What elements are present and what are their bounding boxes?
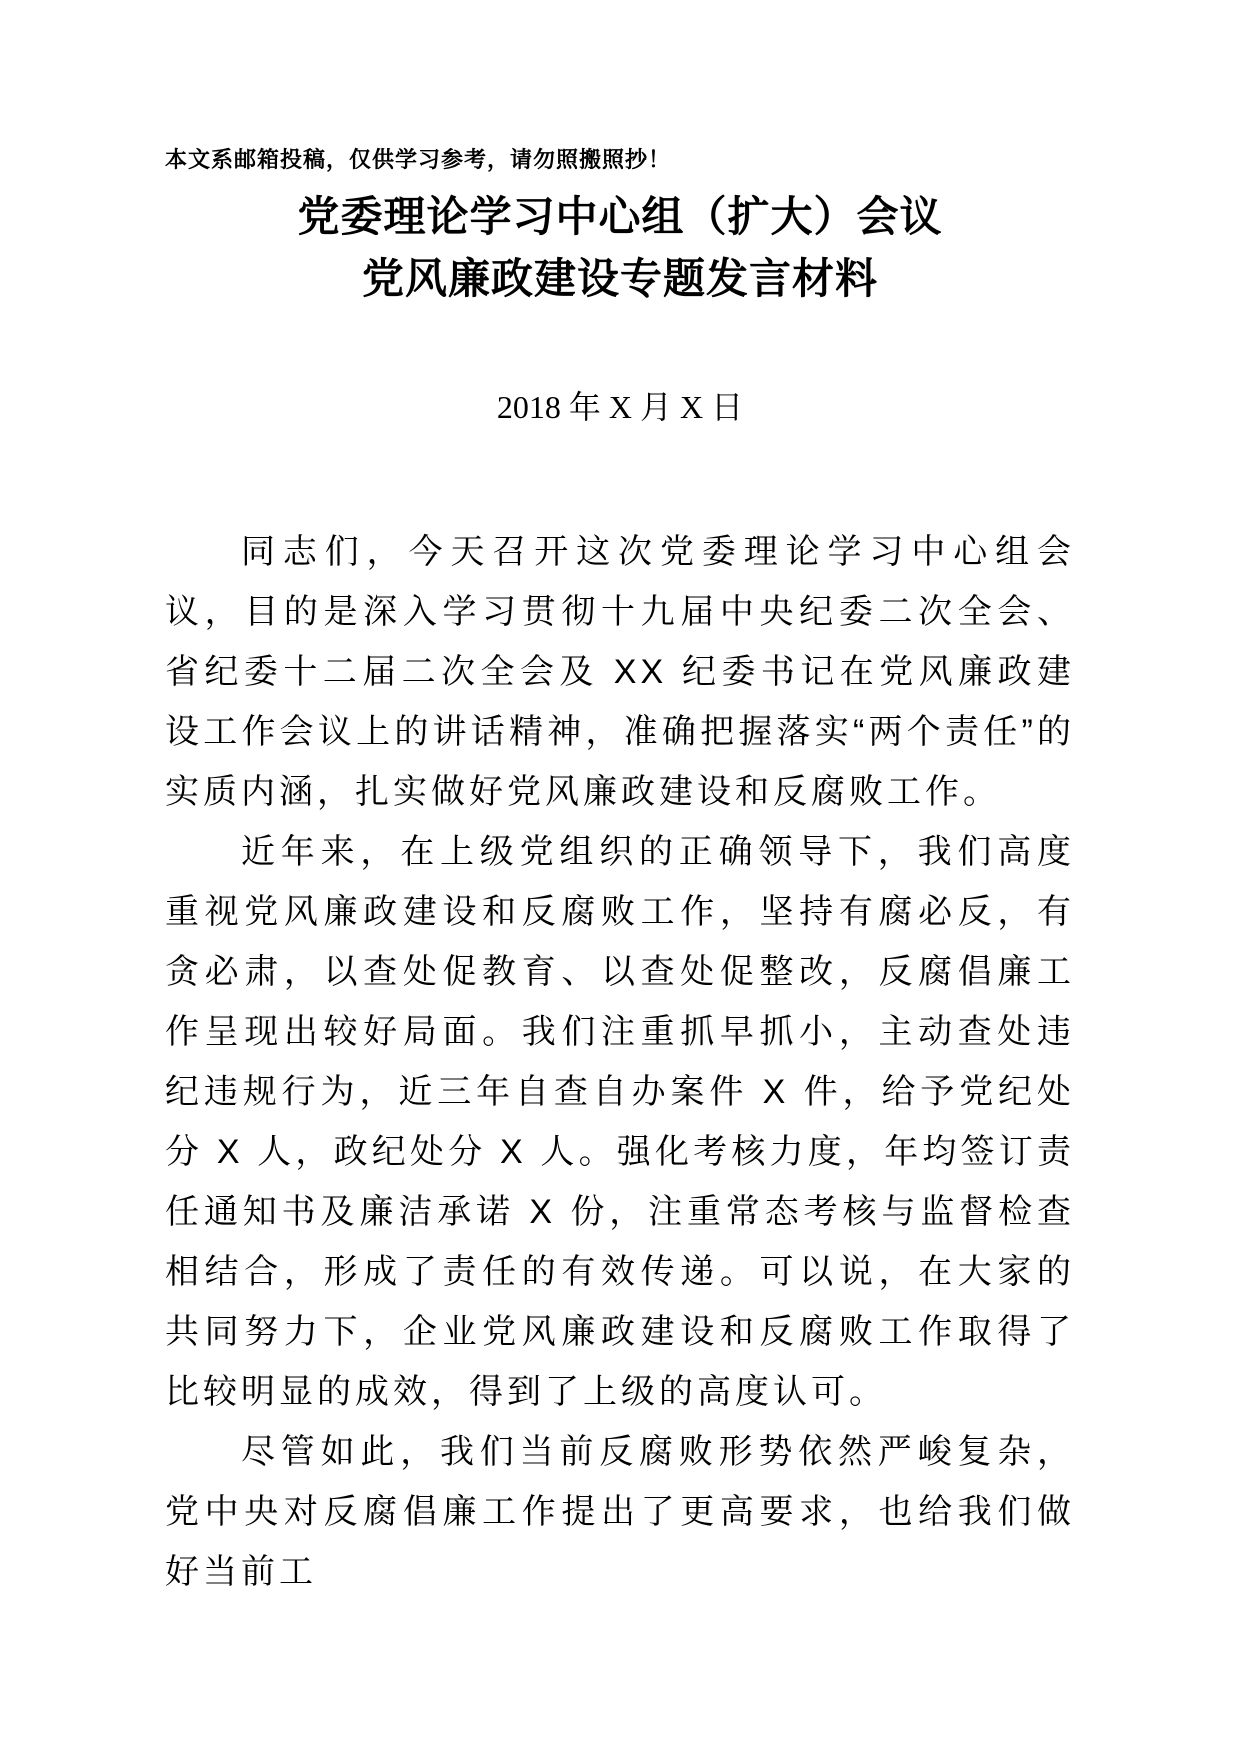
paragraph: 同志们，今天召开这次党委理论学习中心组会议，目的是深入学习贯彻十九届中央纪委二次全会、省纪委十二届二次全会及 XX 纪委书记在党风廉政建设工作会议上的讲话精神，准确把握落实“两个责任”的实质内涵，扎实做好党风廉政建设和反腐败工作。 — [165, 533, 1075, 811]
paragraph: 尽管如此，我们当前反腐败形势依然严峻复杂，党中央对反腐倡廉工作提出了更高要求，也给我们做好当前工 — [165, 1433, 1075, 1591]
disclaimer-note: 本文系邮箱投稿，仅供学习参考，请勿照搬照抄！ — [165, 147, 672, 172]
document-date: 2018 年 X 月 X 日 — [496, 389, 744, 425]
paragraph: 近年来，在上级党组织的正确领导下，我们高度重视党风廉政建设和反腐败工作，坚持有腐必反，有贪必肃，以查处促教育、以查处促整改，反腐倡廉工作呈现出较好局面。我们注重抓早抓小，主动查处违纪违规行为，近三年自查自办案件 X 件，给予党纪处分 X 人，政纪处分 X 人。强化考核力度，年均签订责任通知书及廉洁承诺 X 份，注重常态考核与监督检查相结合，形成了责任的有效传递。可以说，在大家的共同努力下，企业党风廉政建设和反腐败工作取得了比较明显的成效，得到了上级的高度认可。 — [165, 833, 1075, 1411]
document-body — [165, 522, 1075, 1602]
document-title — [165, 186, 1075, 310]
title-line-2: 党风廉政建设专题发言材料 — [361, 255, 878, 302]
title-line-1: 党委理论学习中心组（扩大）会议 — [297, 193, 943, 240]
